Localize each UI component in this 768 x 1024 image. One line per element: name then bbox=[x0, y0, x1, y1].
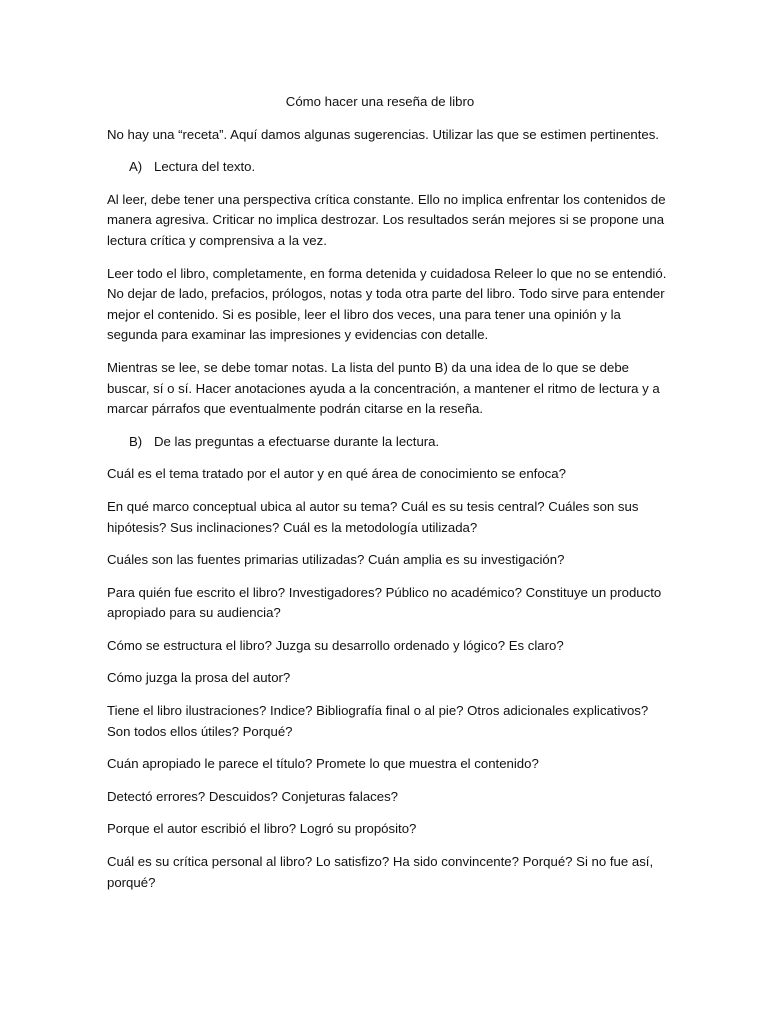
section-a-heading bbox=[107, 157, 667, 178]
question-4: Para quién fue escrito el libro? Investigadores? Público no académico? Constituye un producto apropiado para su audiencia? bbox=[107, 584, 662, 621]
paragraph-a-3: Mientras se lee, se debe tomar notas. La lista del punto B) da una idea de lo que se debe buscar, sí o sí. Hacer anotaciones ayuda a la concentración, a mantener el ritmo de lectura y a marcar párrafos que eventualmente podrán citarse en la reseña. bbox=[107, 359, 660, 417]
question-9: Detectó errores? Descuidos? Conjeturas falaces? bbox=[107, 788, 399, 804]
section-b-label: De las preguntas a efectuarse durante la lectura. bbox=[154, 433, 440, 449]
paragraph-a-2: Leer todo el libro, completamente, en forma detenida y cuidadosa Releer lo que no se entendió. No dejar de lado, prefacios, prólogos, notas y toda otra parte del libro. Todo sirve para entender mejor el contenido. Si es posible, leer el libro dos veces, una para tener una opinión y la segunda para examinar las impresiones y evidencias con detalle. bbox=[107, 265, 667, 343]
question-11: Cuál es su crítica personal al libro? Lo satisfizo? Ha sido convincente? Porqué? Si no fue así, porqué? bbox=[107, 854, 654, 890]
question-2: En qué marco conceptual ubica al autor su tema? Cuál es su tesis central? Cuáles son sus hipótesis? Sus inclinaciones? Cuál es la metodología utilizada? bbox=[107, 498, 639, 535]
question-8: Cuán apropiado le parece el título? Promete lo que muestra el contenido? bbox=[107, 756, 539, 772]
section-b-marker: B) bbox=[129, 433, 143, 449]
intro-paragraph: No hay una “receta”. Aquí damos algunas sugerencias. Utilizar las que se estimen pertinentes. bbox=[107, 126, 659, 142]
section-b-heading bbox=[107, 432, 667, 453]
document-title: Cómo hacer una reseña de libro bbox=[285, 94, 475, 109]
section-a-marker: A) bbox=[129, 159, 143, 175]
paragraph-a-1: Al leer, debe tener una perspectiva crítica constante. Ello no implica enfrentar los contenidos de manera agresiva. Criticar no implica destrozar. Los resultados serán mejores si se propone una lectura crítica y comprensiva a la vez. bbox=[107, 191, 666, 248]
document-page bbox=[107, 92, 667, 905]
question-5: Cómo se estructura el libro? Juzga su desarrollo ordenado y lógico? Es claro? bbox=[107, 637, 564, 653]
question-1: Cuál es el tema tratado por el autor y en qué área de conocimiento se enfoca? bbox=[107, 466, 566, 482]
section-a-label: Lectura del texto. bbox=[154, 159, 256, 175]
question-10: Porque el autor escribió el libro? Logró su propósito? bbox=[107, 821, 417, 837]
question-7: Tiene el libro ilustraciones? Indice? Bibliografía final o al pie? Otros adicionales explicativos? Son todos ellos útiles? Porqué? bbox=[107, 703, 649, 739]
question-3: Cuáles son las fuentes primarias utilizadas? Cuán amplia es su investigación? bbox=[107, 552, 565, 568]
question-6: Cómo juzga la prosa del autor? bbox=[107, 670, 291, 686]
